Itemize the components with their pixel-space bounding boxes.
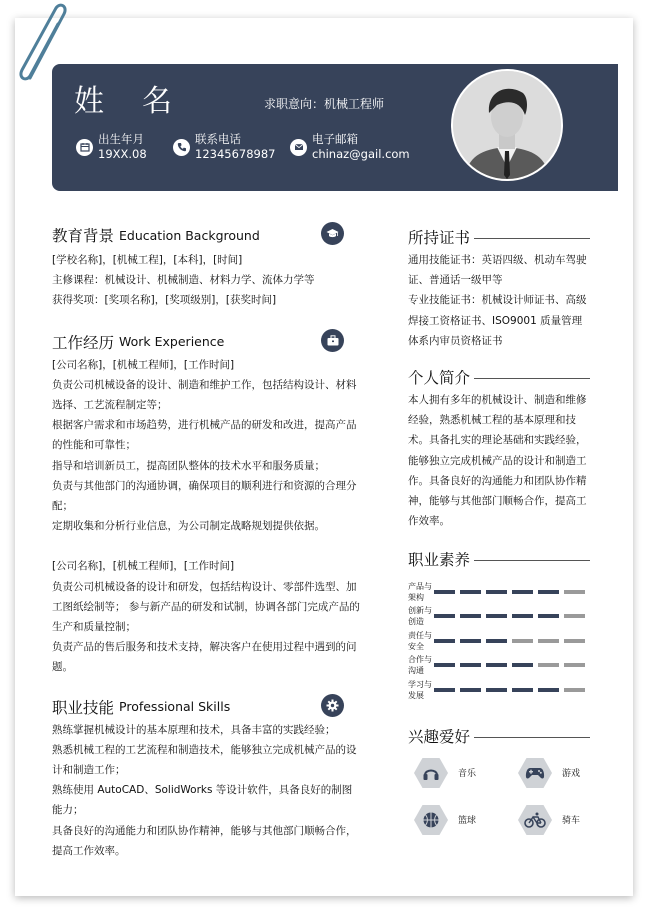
work-job-line: 指导和培训新员工，提高团队整体的技术水平和服务质量； xyxy=(52,459,325,472)
quality-bar xyxy=(434,639,590,643)
qualities-title: 职业素养 xyxy=(408,551,471,570)
hobbies-title: 兴趣爱好 xyxy=(408,727,471,746)
heading-rule xyxy=(474,560,590,561)
quality-segment xyxy=(512,614,533,618)
contact-phone-value: 12345678987 xyxy=(195,147,276,161)
work-job-line: 负责公司机械设备的设计和研发，包括结构设计、零部件选型、加工图纸绘制等； 参与新产品的研发和试制，协调各部门完成产品的生产和质量控制； xyxy=(52,580,360,634)
skills-heading xyxy=(52,694,362,720)
heading-rule xyxy=(474,378,590,379)
education-title-cn: 教育背景 xyxy=(52,227,115,245)
hobbies-grid xyxy=(408,748,590,858)
skills-line: 熟练掌握机械设计的基本原理和技术，具备丰富的实践经验； xyxy=(52,723,336,736)
quality-segment xyxy=(564,663,585,667)
quality-segment xyxy=(434,614,455,618)
quality-segment xyxy=(538,639,559,643)
right-column xyxy=(408,225,590,858)
quality-segment xyxy=(538,663,559,667)
quality-segment xyxy=(538,614,559,618)
quality-segment xyxy=(460,590,481,594)
certificates-title: 所持证书 xyxy=(408,229,471,247)
quality-row xyxy=(408,677,590,702)
quality-bar xyxy=(434,688,590,692)
work-title-cn: 工作经历 xyxy=(52,333,115,352)
quality-segment xyxy=(564,639,585,643)
education-line: 主修课程：机械设计、机械制造、材料力学、流体力学等 xyxy=(52,274,315,287)
skills-title-cn: 职业技能 xyxy=(52,698,115,717)
hobby-label: 篮球 xyxy=(458,816,477,827)
quality-label: 责任与安全 xyxy=(408,630,432,651)
work-job-line: [公司名称]，[机械工程师]，[工作时间] xyxy=(52,358,235,371)
profile-photo xyxy=(451,69,563,181)
contact-birth-label: 出生年月 xyxy=(98,132,144,146)
quality-label: 学习与发展 xyxy=(408,679,432,700)
work-job-line: [公司名称]，[机械工程师]，[工作时间] xyxy=(52,560,235,573)
contact-phone-label: 联系电话 xyxy=(195,132,241,146)
hobby-game xyxy=(518,758,580,788)
work-job-line: 根据客户需求和市场趋势，进行机械产品的研发和改进，提高产品的性能和可靠性； xyxy=(52,419,357,452)
quality-label: 合作与沟通 xyxy=(408,655,432,676)
profile-title: 个人简介 xyxy=(408,369,471,388)
phone-icon xyxy=(173,139,190,156)
quality-segment xyxy=(434,688,455,692)
quality-segment xyxy=(460,663,481,667)
quality-segment xyxy=(486,590,507,594)
quality-bar xyxy=(434,663,590,667)
gear-icon xyxy=(321,694,344,717)
briefcase-icon xyxy=(321,329,344,352)
headphones-icon xyxy=(414,758,448,788)
hobby-label: 游戏 xyxy=(562,769,581,780)
certificate-line: 通用技能证书：英语四级、机动车驾驶证、普通话一级甲等 xyxy=(408,254,587,287)
quality-label: 产品与架构 xyxy=(408,581,432,602)
skills-title-en: Professional Skills xyxy=(119,699,231,715)
resume-header xyxy=(52,64,618,191)
contact-birth-value: 19XX.08 xyxy=(98,147,147,161)
qualities-list xyxy=(408,579,590,702)
qualities-heading xyxy=(408,547,590,571)
quality-segment xyxy=(564,590,585,594)
left-column xyxy=(52,222,362,861)
quality-segment xyxy=(512,663,533,667)
quality-segment xyxy=(564,614,585,618)
candidate-name: 姓名 xyxy=(74,84,210,119)
contact-email-value[interactable]: chinaz@gail.com xyxy=(312,147,410,161)
skills-line: 具备良好的沟通能力和团队协作精神，能够与其他部门顺畅合作，提高工作效率。 xyxy=(52,824,357,857)
certificates-heading xyxy=(408,225,590,249)
contact-birth xyxy=(76,132,147,162)
work-job-line: 定期收集和分析行业信息，为公司制定战略规划提供依据。 xyxy=(52,520,325,533)
work-job-line: 负责与其他部门的沟通协调，确保项目的顺利进行和资源的合理分配； xyxy=(52,479,357,513)
quality-segment xyxy=(564,688,585,692)
mail-icon xyxy=(290,139,307,156)
profile-heading xyxy=(408,365,590,389)
work-heading xyxy=(52,329,362,355)
hobby-music xyxy=(414,758,476,788)
quality-segment xyxy=(434,639,455,643)
quality-row xyxy=(408,579,590,604)
contact-phone xyxy=(173,132,275,162)
quality-segment xyxy=(434,590,455,594)
certificate-line: 专业技能证书：机械设计师证书、高级焊接工资格证书、ISO9001 质量管理体系内审员资格证书 xyxy=(408,294,587,347)
quality-segment xyxy=(538,688,559,692)
quality-segment xyxy=(460,688,481,692)
quality-row xyxy=(408,604,590,629)
quality-segment xyxy=(512,688,533,692)
skills-line: 熟练使用 AutoCAD、SolidWorks 等设计软件，具备良好的制图能力； xyxy=(52,784,353,817)
graduation-cap-icon xyxy=(321,222,344,245)
contact-email xyxy=(290,132,410,162)
job-intent: 求职意向：机械工程师 xyxy=(264,97,385,111)
quality-row xyxy=(408,653,590,678)
quality-segment xyxy=(538,590,559,594)
quality-label: 创新与创造 xyxy=(408,606,432,627)
quality-bar xyxy=(434,614,590,618)
quality-segment xyxy=(460,614,481,618)
paperclip-icon xyxy=(0,0,80,90)
heading-rule xyxy=(474,238,590,239)
quality-segment xyxy=(512,590,533,594)
education-line: 获得奖项：[奖项名称]，[奖项级别]，[获奖时间] xyxy=(52,294,277,307)
hobby-cycling xyxy=(518,805,580,835)
hobby-basketball xyxy=(414,805,476,835)
quality-segment xyxy=(486,688,507,692)
basketball-icon xyxy=(414,805,448,835)
work-job-line: 负责产品的售后服务和技术支持，解决客户在使用过程中遇到的问题。 xyxy=(52,641,357,674)
work-title-en: Work Experience xyxy=(119,334,225,350)
quality-bar xyxy=(434,590,590,594)
calendar-icon xyxy=(76,139,93,156)
profile-text: 本人拥有多年的机械设计、制造和维修经验，熟悉机械工程的基本原理和技术。具备扎实的理论基础和实践经验，能够独立完成机械产品的设计和制造工作。具备良好的沟通能力和团队协作精神，能够与其他部门顺畅合作，提高工作效率。 xyxy=(408,394,587,528)
education-title-en: Education Background xyxy=(119,227,260,243)
gamepad-icon xyxy=(518,758,552,788)
work-job-line: 负责公司机械设备的设计、制造和维护工作，包括结构设计、材料选择、工艺流程制定等； xyxy=(52,378,357,412)
contact-email-label: 电子邮箱 xyxy=(312,132,358,146)
education-heading xyxy=(52,222,362,248)
hobby-label: 音乐 xyxy=(458,769,477,780)
quality-segment xyxy=(486,663,507,667)
bicycle-icon xyxy=(518,805,552,835)
quality-row xyxy=(408,628,590,653)
quality-segment xyxy=(434,663,455,667)
quality-segment xyxy=(512,639,533,643)
hobbies-heading xyxy=(408,724,590,748)
education-line: [学校名称]，[机械工程]，[本科]，[时间] xyxy=(52,254,243,266)
quality-segment xyxy=(486,614,507,618)
skills-line: 熟悉机械工程的工艺流程和制造技术，能够独立完成机械产品的设计和制造工作； xyxy=(52,743,357,777)
hobby-label: 骑车 xyxy=(562,816,581,827)
quality-segment xyxy=(460,639,481,643)
quality-segment xyxy=(486,639,507,643)
heading-rule xyxy=(474,737,590,738)
